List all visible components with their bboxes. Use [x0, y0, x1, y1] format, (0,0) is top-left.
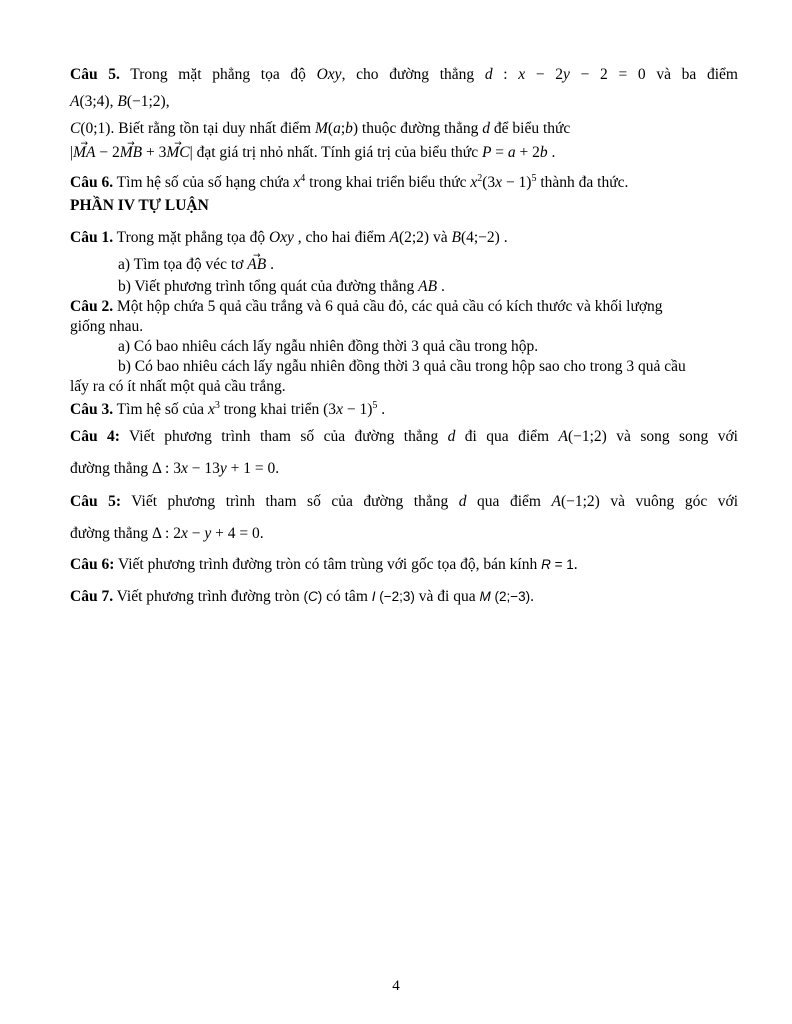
tl-cau2-item-a: a) Có bao nhiêu cách lấy ngẫu nhiên đồng thời 3 quả cầu trong hộp. — [118, 338, 539, 355]
tl-cau1-item-b: b) Viết phương trình tổng quát của đường thẳng AB . — [118, 278, 445, 295]
tl-cau4-line-2: đường thẳng Δ : 3x − 13y + 1 = 0. — [70, 460, 280, 477]
tl-cau5-line-1: Câu 5: Viết phương trình tham số của đường thẳng d qua điểm A(−1;2) và vuông góc với — [70, 493, 738, 510]
cau6-line: Câu 6. Tìm hệ số của số hạng chứa $x^4$ trong khai triển biểu thức $x^2(3x - 1)^5$ thành đa thức. — [70, 173, 629, 191]
cau5-line-1: Câu 5. Trong mặt phẳng tọa độ Oxy, cho đường thẳng d : x − 2y − 2 = 0 và ba điểm — [70, 66, 738, 83]
tl-cau2-line-1: Câu 2. Một hộp chứa 5 quả cầu trắng và 6 quả cầu đỏ, các quả cầu có kích thước và khối lượng — [70, 298, 663, 315]
tl-cau2-line-2: giống nhau. — [70, 318, 144, 335]
phan-iv-heading: PHẦN IV TỰ LUẬN — [70, 197, 209, 214]
cau5-line-3: C(0;1). Biết rằng tồn tại duy nhất điểm M(a;b) thuộc đường thẳng d để biểu thức — [70, 120, 571, 137]
tl-cau3-line: Câu 3. Tìm hệ số của $x^3$ trong khai triển $(3x - 1)^5$ . — [70, 400, 386, 418]
tl-cau1-line: Câu 1. Trong mặt phẳng tọa độ Oxy , cho hai điểm A(2;2) và B(4;−2) . — [70, 229, 508, 246]
tl-cau7-line: Câu 7. Viết phương trình đường tròn (C) có tâm I (−2;3) và đi qua M (2;−3). — [70, 588, 535, 605]
tl-cau5-line-2: đường thẳng Δ : 2x − y + 4 = 0. — [70, 525, 264, 542]
tl-cau2-item-b2: lấy ra có ít nhất một quả cầu trắng. — [70, 378, 286, 395]
tl-cau1-item-a: a) Tìm tọa độ véc tơ AB → . — [70, 255, 738, 275]
tl-cau2-item-b1: b) Có bao nhiêu cách lấy ngẫu nhiên đồng thời 3 quả cầu trong hộp sao cho trong 3 quả cầu — [118, 358, 686, 375]
tl-cau6-line: Câu 6: Viết phương trình đường tròn có tâm trùng với gốc tọa độ, bán kính R = 1. — [70, 556, 578, 573]
cau5-line-4: |MA → − 2MB → + 3MC →| đạt giá trị nhỏ nhất. Tính giá trị của biểu thức P = a + 2b . — [70, 143, 738, 163]
cau5-line-2: A(3;4), B(−1;2), — [70, 93, 170, 110]
document-body — [70, 65, 738, 607]
tl-cau4-line-1: Câu 4: Viết phương trình tham số của đường thẳng d đi qua điểm A(−1;2) và song song với — [70, 428, 738, 445]
page-number: 4 — [392, 978, 400, 994]
